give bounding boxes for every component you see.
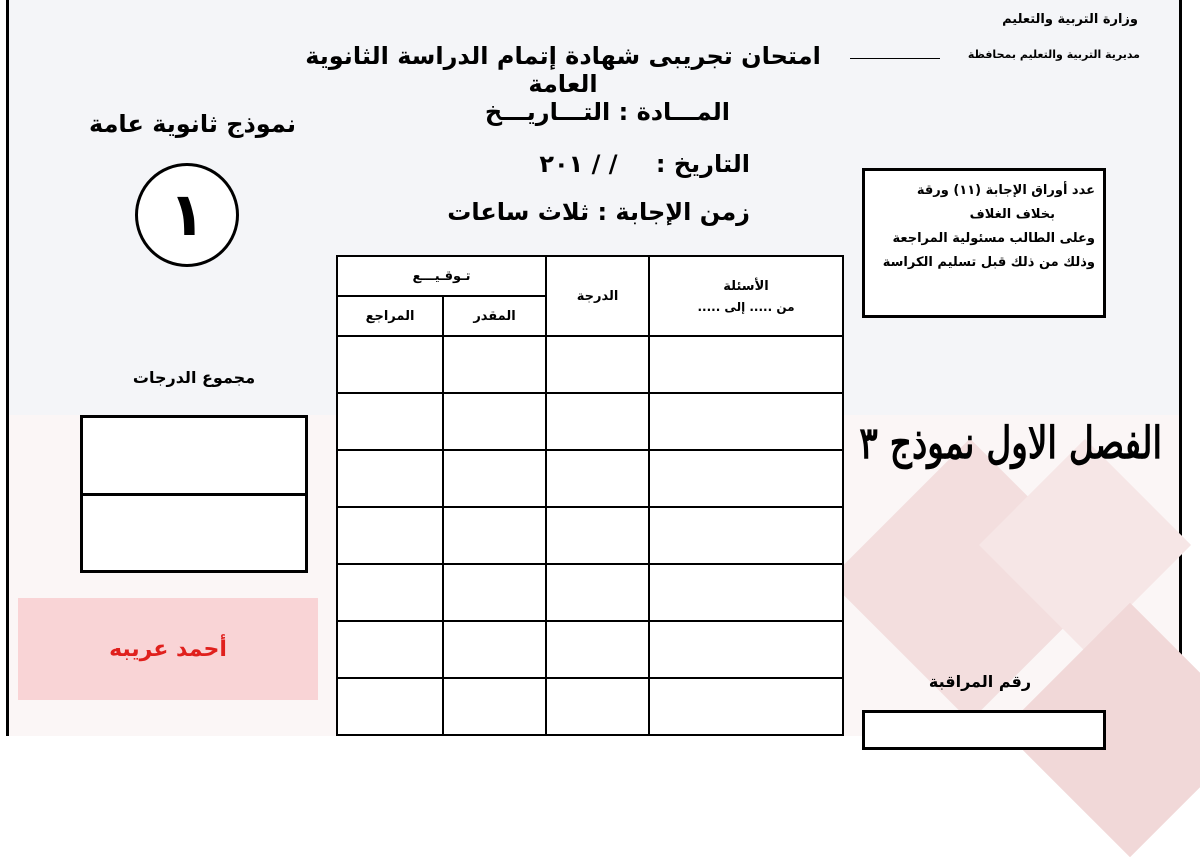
questions-range: من ..... إلى .....	[697, 299, 795, 314]
questions-header: الأسئلة	[723, 278, 769, 294]
table-row	[337, 621, 843, 678]
subject-value: التـــاريـــخ	[484, 98, 611, 126]
signature-header: تـوقـيـــع	[337, 256, 546, 296]
exam-title: امتحان تجريبى شهادة إتمام الدراسة الثانوية العامة	[305, 42, 821, 98]
grade-cell[interactable]	[546, 507, 649, 564]
question-cell[interactable]	[649, 393, 843, 450]
table-row	[337, 678, 843, 735]
grade-cell[interactable]	[546, 564, 649, 621]
reviewer-cell[interactable]	[337, 336, 443, 393]
date-line	[470, 150, 750, 178]
reviewer-cell[interactable]	[337, 507, 443, 564]
total-box-divider	[83, 493, 305, 496]
corrector-header: المقدر	[443, 296, 546, 336]
question-cell[interactable]	[649, 450, 843, 507]
reviewer-cell[interactable]	[337, 621, 443, 678]
ministry-name: وزارة التربية والتعليم	[1002, 12, 1138, 27]
time-line	[440, 198, 750, 226]
question-cell[interactable]	[649, 507, 843, 564]
grade-header: الدرجة	[546, 256, 649, 336]
notice-line: وعلى الطالب مسئولية المراجعة	[892, 231, 1095, 246]
table-row	[337, 393, 843, 450]
corrector-cell[interactable]	[443, 450, 546, 507]
author-name: أحمد عريبه	[109, 636, 227, 662]
notice-line: عدد أوراق الإجابة (١١) ورقة	[916, 183, 1095, 198]
corrector-cell[interactable]	[443, 507, 546, 564]
question-cell[interactable]	[649, 621, 843, 678]
reviewer-header: المراجع	[337, 296, 443, 336]
question-cell[interactable]	[649, 564, 843, 621]
corrector-cell[interactable]	[443, 621, 546, 678]
model-label: نموذج ثانوية عامة	[89, 110, 296, 138]
grade-cell[interactable]	[546, 450, 649, 507]
reviewer-cell[interactable]	[337, 564, 443, 621]
answer-sheets-notice	[862, 168, 1106, 318]
reviewer-cell[interactable]	[337, 450, 443, 507]
grade-cell[interactable]	[546, 393, 649, 450]
term-model-title: الفصل الاول نموذج ٣	[859, 418, 1162, 469]
directorate-blank-line	[850, 58, 940, 59]
directorate-name: مديرية التربية والتعليم بمحافظة	[967, 48, 1140, 61]
question-cell[interactable]	[649, 336, 843, 393]
table-row	[337, 564, 843, 621]
time-label: زمن الإجابة :	[597, 198, 750, 226]
date-label: التاريخ :	[655, 150, 750, 178]
corrector-cell[interactable]	[443, 393, 546, 450]
reviewer-cell[interactable]	[337, 393, 443, 450]
grade-cell[interactable]	[546, 678, 649, 735]
time-value: ثلاث ساعات	[447, 198, 590, 226]
table-row	[337, 336, 843, 393]
notice-line: وذلك من ذلك قبل تسليم الكراسة	[882, 255, 1095, 270]
corrector-cell[interactable]	[443, 336, 546, 393]
questions-header-cell	[649, 256, 843, 336]
grade-cell[interactable]	[546, 336, 649, 393]
question-cell[interactable]	[649, 678, 843, 735]
grade-cell[interactable]	[546, 621, 649, 678]
subject-line	[470, 98, 730, 126]
corrector-cell[interactable]	[443, 564, 546, 621]
author-name-box	[18, 598, 318, 700]
notice-line: بخلاف الغلاف	[969, 207, 1055, 222]
date-value: / / ٢٠١	[539, 150, 618, 178]
total-grades-label: مجموع الدرجات	[132, 368, 256, 387]
grades-table	[336, 255, 844, 736]
subject-label: المـــادة :	[618, 98, 730, 126]
total-grades-box[interactable]	[80, 415, 308, 573]
reviewer-cell[interactable]	[337, 678, 443, 735]
model-number-circle: ١	[135, 163, 239, 267]
seat-number-label: رقم المراقبة	[928, 672, 1032, 691]
corrector-cell[interactable]	[443, 678, 546, 735]
table-row	[337, 450, 843, 507]
seat-number-box[interactable]	[862, 710, 1106, 750]
table-row	[337, 507, 843, 564]
